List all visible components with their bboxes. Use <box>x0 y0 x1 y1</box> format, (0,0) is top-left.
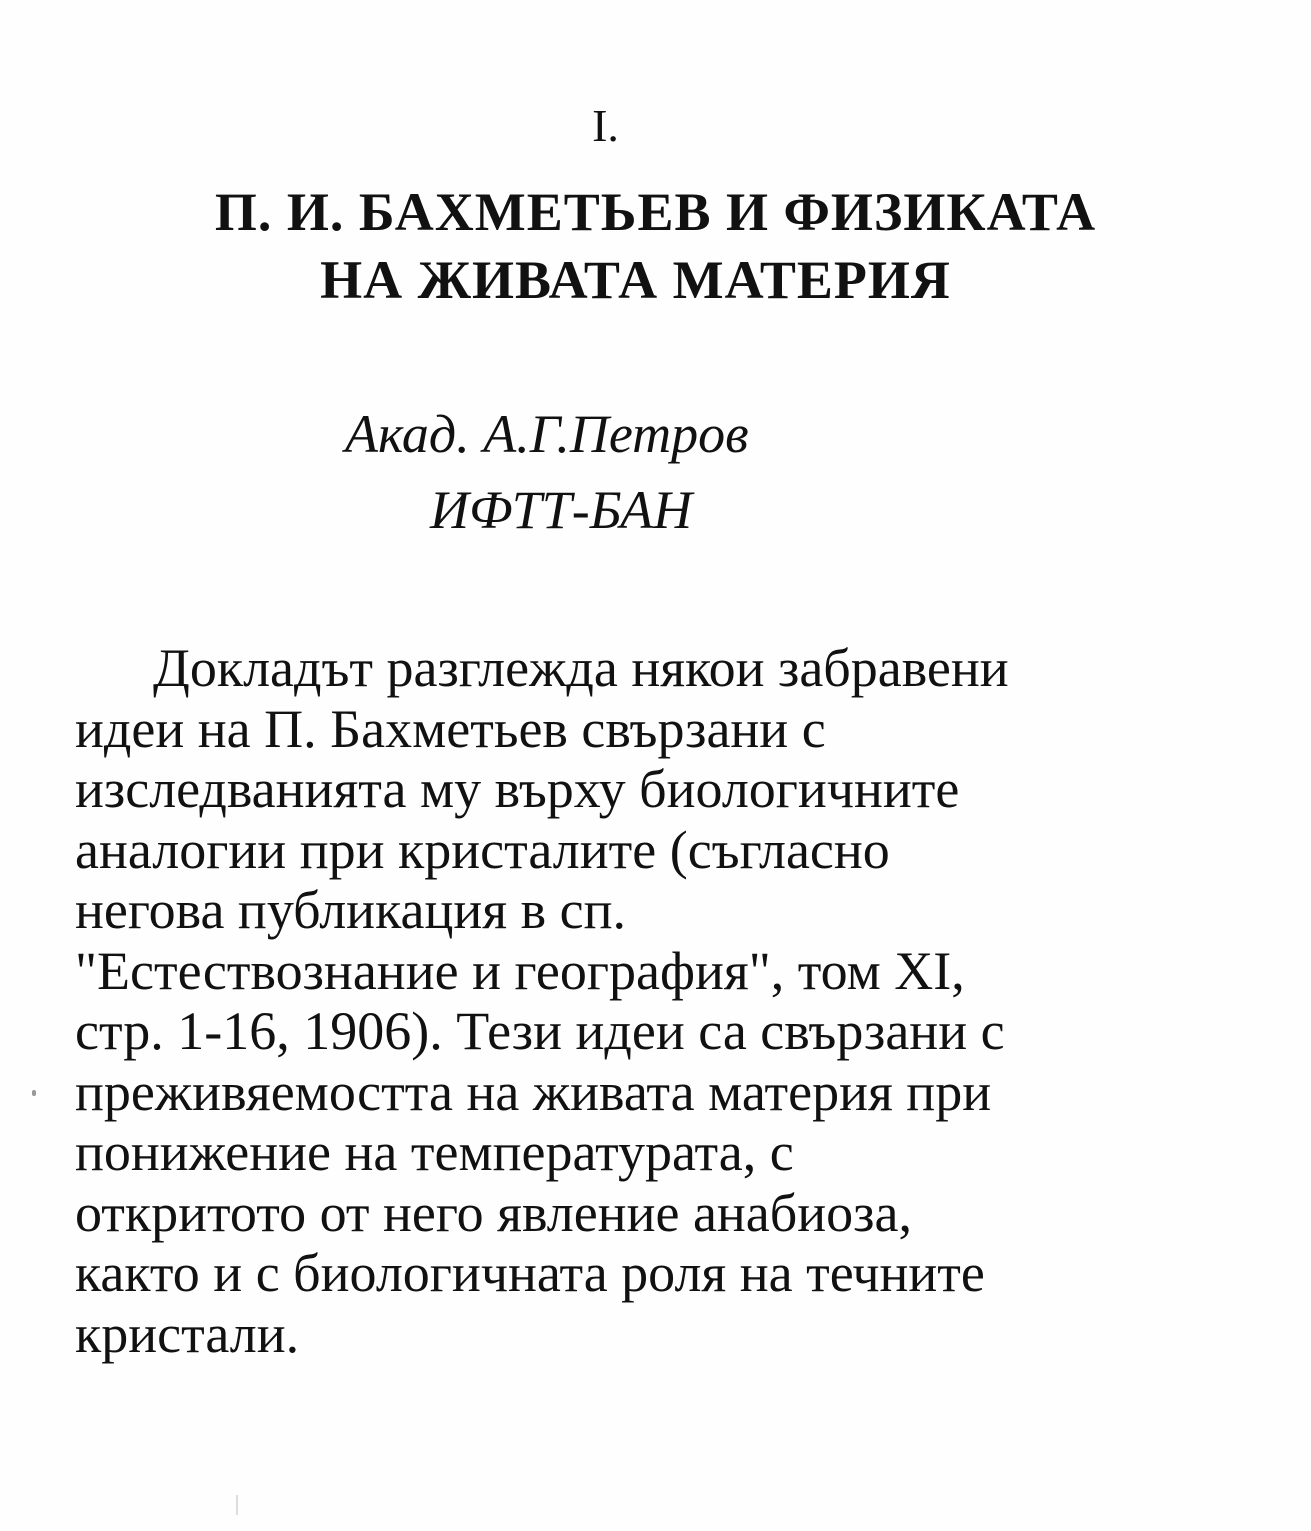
title-line-2: НА ЖИВАТА МАТЕРИЯ <box>320 250 951 310</box>
abstract-paragraph <box>75 638 1255 1364</box>
abstract-line: понижение на температурата, с <box>75 1122 794 1182</box>
scan-mark <box>236 1495 238 1515</box>
abstract-line: негова публикация в сп. <box>75 880 626 940</box>
author-institution: ИФТТ-БАН <box>430 480 693 540</box>
author-name: Акад. А.Г.Петров <box>345 404 749 464</box>
page-title <box>0 178 1311 314</box>
abstract-line: Докладът разглежда някои забравени <box>153 638 1009 698</box>
abstract-line: идеи на П. Бахметьев свързани с <box>75 698 826 759</box>
abstract-line: стр. 1-16, 1906). Тези идеи са свързани с <box>75 1001 1005 1061</box>
title-line-1: П. И. БАХМЕТЬЕВ И ФИЗИКАТА <box>214 182 1097 242</box>
abstract-line: аналогии при кристалите (съгласно <box>75 819 890 880</box>
abstract-line: откритото от него явление анабиоза, <box>75 1182 912 1243</box>
abstract-line: преживяемостта на живата материя при <box>75 1061 992 1122</box>
abstract-line: "Естествознание и география", том XI, <box>75 940 965 1001</box>
section-number: I. <box>592 100 619 151</box>
scan-speck <box>32 1090 36 1096</box>
abstract-line: кристали. <box>75 1303 300 1364</box>
abstract-line: изследванията му върху биологичните <box>75 759 960 819</box>
abstract-line: както и с биологичната роля на течните <box>75 1243 985 1303</box>
